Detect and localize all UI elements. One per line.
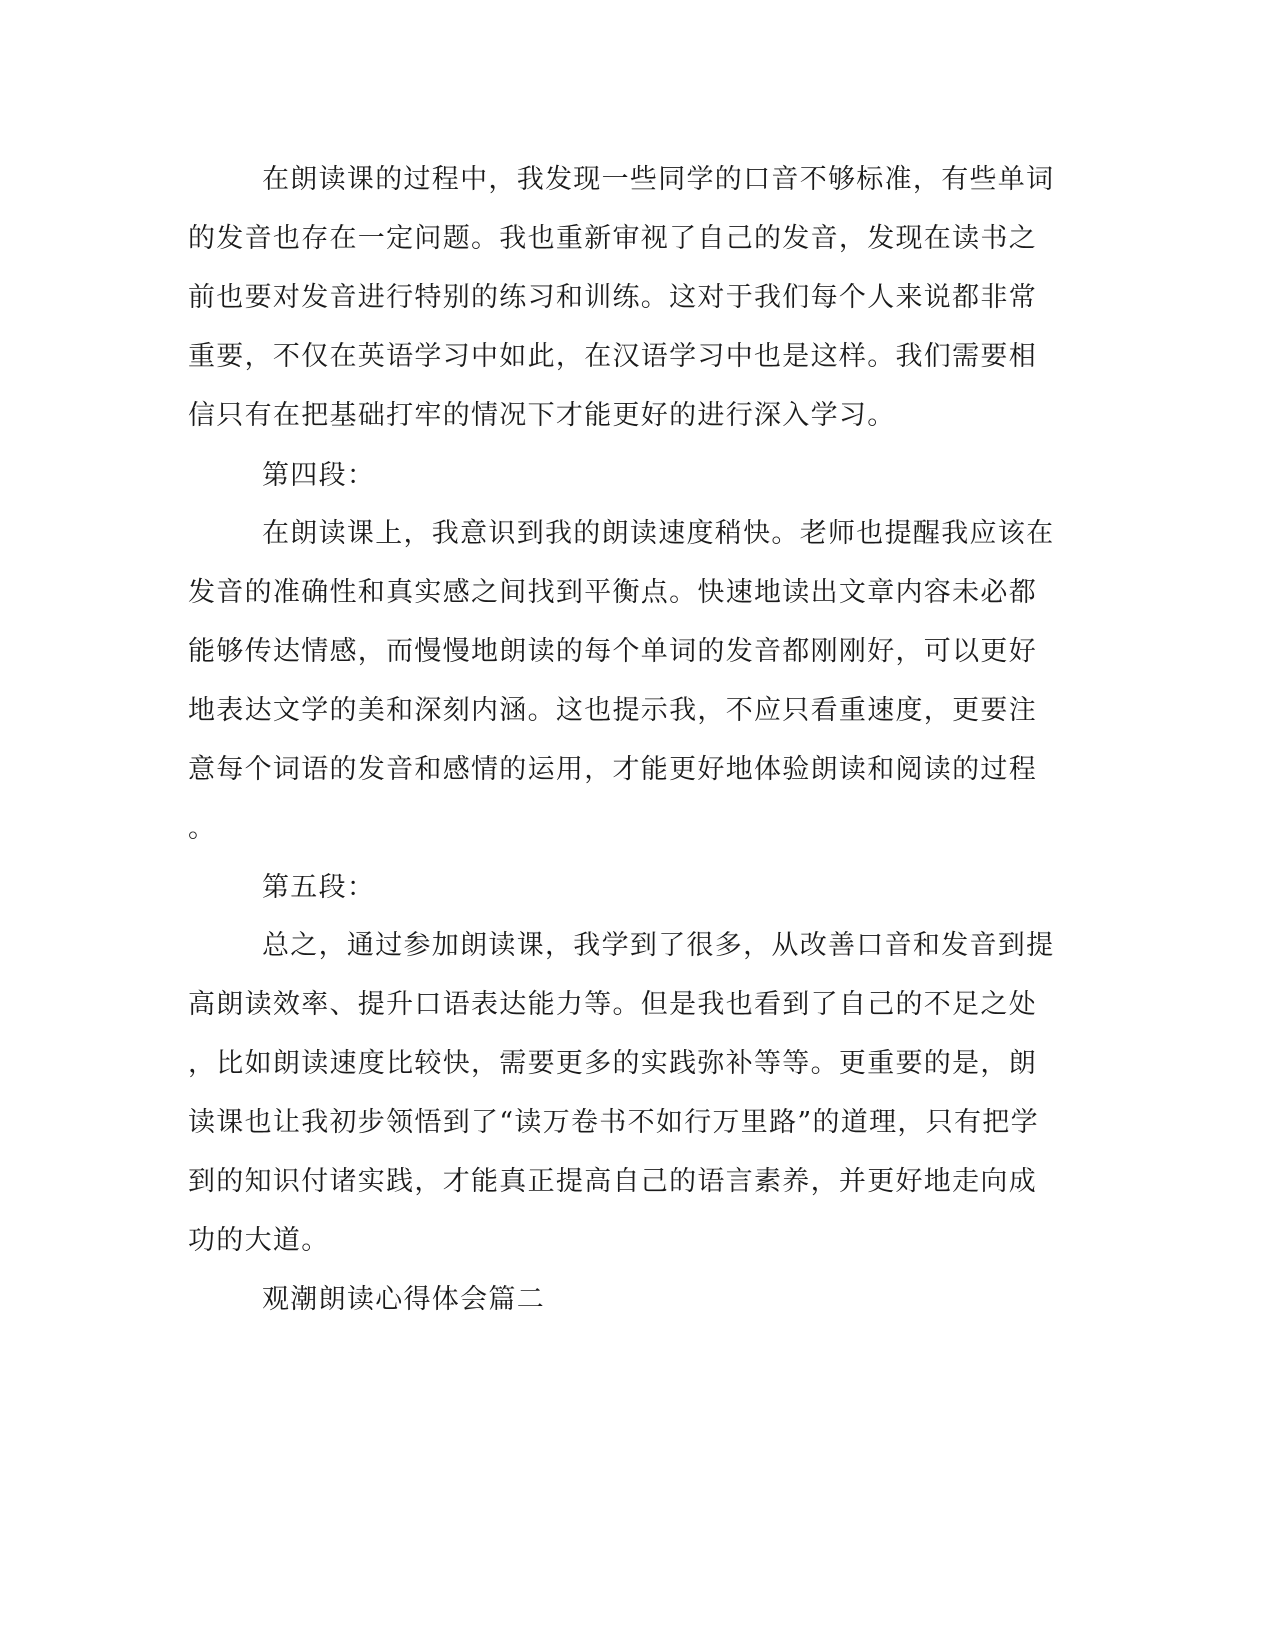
paragraph-5-line-3: ，比如朗读速度比较快，需要更多的实践弥补等等。更重要的是，朗	[188, 1048, 1037, 1079]
paragraph-5-line-5: 到的知识付诸实践，才能真正提高自己的语言素养，并更好地走向成	[188, 1166, 1037, 1197]
paragraph-3-line-1: 在朗读课的过程中，我发现一些同学的口音不够标准，有些单词	[262, 164, 1055, 195]
paragraph-4-line-3: 能够传达情感，而慢慢地朗读的每个单词的发音都刚刚好，可以更好	[188, 636, 1037, 667]
paragraph-3-line-3: 前也要对发音进行特别的练习和训练。这对于我们每个人来说都非常	[188, 282, 1037, 313]
paragraph-5-line-4: 读课也让我初步领悟到了“读万卷书不如行万里路”的道理，只有把学	[188, 1107, 1039, 1138]
paragraph-5-line-1: 总之，通过参加朗读课，我学到了很多，从改善口音和发音到提	[262, 930, 1055, 961]
paragraph-4-line-6: 。	[188, 813, 217, 844]
paragraph-3-line-5: 信只有在把基础打牢的情况下才能更好的进行深入学习。	[188, 400, 896, 431]
paragraph-4-line-2: 发音的准确性和真实感之间找到平衡点。快速地读出文章内容未必都	[188, 577, 1037, 608]
article-title: 观潮朗读心得体会篇二	[262, 1284, 545, 1315]
section-heading-5: 第五段：	[262, 872, 376, 903]
section-heading-4: 第四段：	[262, 460, 376, 491]
paragraph-4-line-1: 在朗读课上，我意识到我的朗读速度稍快。老师也提醒我应该在	[262, 518, 1055, 549]
paragraph-3-line-4: 重要，不仅在英语学习中如此，在汉语学习中也是这样。我们需要相	[188, 341, 1037, 372]
paragraph-3-line-2: 的发音也存在一定问题。我也重新审视了自己的发音，发现在读书之	[188, 223, 1037, 254]
paragraph-5-line-6: 功的大道。	[188, 1225, 330, 1256]
paragraph-5-line-2: 高朗读效率、提升口语表达能力等。但是我也看到了自己的不足之处	[188, 989, 1037, 1020]
paragraph-4-line-5: 意每个词语的发音和感情的运用，才能更好地体验朗读和阅读的过程	[188, 754, 1037, 785]
paragraph-4-line-4: 地表达文学的美和深刻内涵。这也提示我，不应只看重速度，更要注	[188, 695, 1037, 726]
